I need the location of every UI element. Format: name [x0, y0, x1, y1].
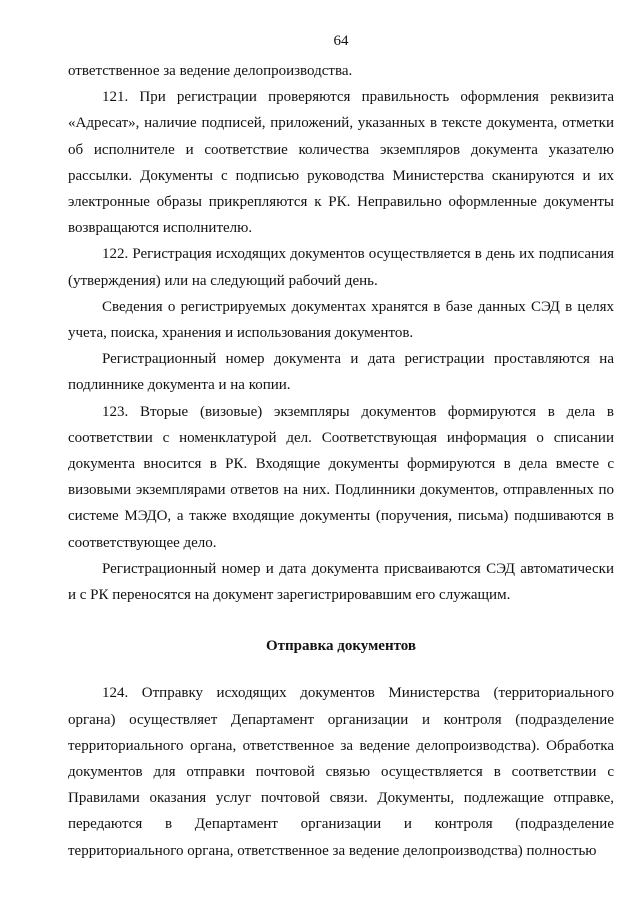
page-number: 64: [333, 33, 349, 49]
paragraph-continuation: ответственное за ведение делопроизводства.: [68, 63, 353, 79]
paragraph-123: 123. Вторые (визовые) экземпляры документов формируются в дела в соответствии с номенклатурой дел. Соответствующая информация о списании документа вносится в РК. Входящие документы формируются в дела вместе с визовыми экземплярами ответов на них. Подлинники документов, отправленных по системе МЭДО, а также входящие документы (поручения, письма) подшиваются в соответствующее дело.: [68, 403, 614, 551]
paragraph-registration-number: Регистрационный номер документа и дата регистрации проставляются на подлиннике документа и на копии.: [68, 351, 614, 394]
paragraph-122: 122. Регистрация исходящих документов осуществляется в день их подписания (утверждения) или на следующий рабочий день.: [68, 246, 614, 289]
paragraph-121: 121. При регистрации проверяются правильность оформления реквизита «Адресат», наличие подписей, приложений, указанных в тексте документа, отметки об исполнителе и соответствие количества экземпляров документа указателю рассылки. Документы с подписью руководства Министерства сканируются и их электронные образы прикрепляются к РК. Неправильно оформленные документы возвращаются исполнителю.: [68, 89, 614, 237]
paragraph-auto-assign: Регистрационный номер и дата документа присваиваются СЭД автоматически и с РК переносятся на документ зарегистрировавшим его служащим.: [68, 560, 614, 604]
paragraph-124: 124. Отправку исходящих документов Министерства (территориального органа) осуществляет Департамент организации и контроля (подразделение территориального органа, ответственное за ведение делопроизводства). Обработка документов для отправки почтовой связью осуществляется в соответствии с Правилами оказания услуг почтовой связи. Документы, подлежащие отправке, передаются в Департамент организации и контроля (подразделение территориального органа, ответственное за ведение делопроизводства) полностью: [68, 685, 614, 859]
section-heading: Отправка документов: [265, 638, 417, 655]
paragraph-registry-info: Сведения о регистрируемых документах хранятся в базе данных СЭД в целях учета, поиска, хранения и использования документов.: [68, 298, 614, 342]
